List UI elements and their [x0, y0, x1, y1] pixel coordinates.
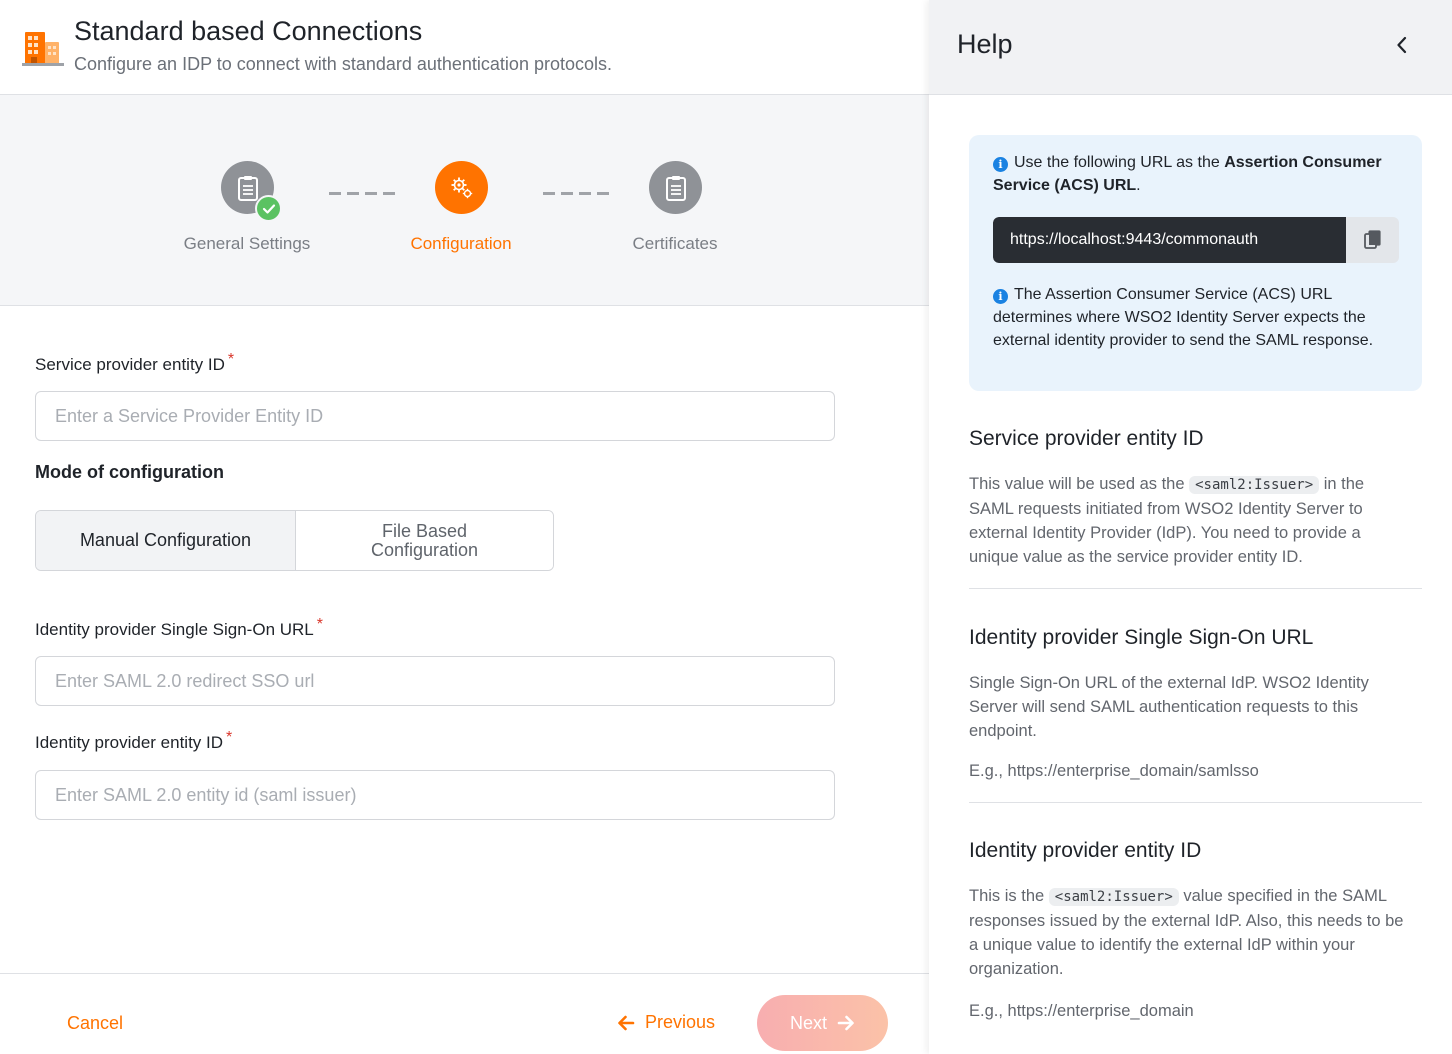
step-label-general-settings: General Settings	[183, 234, 311, 253]
collapse-help-button[interactable]	[1387, 30, 1417, 60]
code-snippet: <saml2:Issuer>	[1049, 888, 1179, 906]
previous-button[interactable]	[617, 1012, 715, 1033]
sp-entity-id-input[interactable]	[35, 391, 835, 441]
help-panel	[929, 0, 1452, 1054]
wizard-header	[0, 0, 929, 95]
acs-url-box	[993, 217, 1399, 263]
step-label-configuration: Configuration	[410, 234, 512, 253]
help-header	[929, 0, 1452, 95]
mode-of-configuration-heading: Mode of configuration	[35, 462, 224, 482]
chevron-left-icon	[1396, 36, 1408, 54]
copy-acs-url-button[interactable]	[1346, 217, 1399, 263]
manual-configuration-button[interactable]: Manual Configuration	[36, 511, 296, 570]
copy-icon	[1364, 230, 1382, 250]
code-snippet: <saml2:Issuer>	[1189, 476, 1319, 494]
help-heading-sso-url: Identity provider Single Sign-On URL	[969, 626, 1314, 649]
gears-icon	[449, 175, 475, 201]
help-text-sp-entity-id: This value will be used as the <saml2:Issuer> in the SAML requests initiated from WSO2 Identity Server to external Identity Provider (IdP). You need to provide a unique value as the service provider entity ID.	[969, 475, 1365, 566]
sp-entity-id-label: Service provider entity ID *	[35, 351, 235, 374]
step-connector	[329, 192, 395, 195]
wizard-stepper	[0, 95, 929, 306]
cancel-button[interactable]: Cancel	[67, 1013, 124, 1033]
next-button-label: Next	[789, 1012, 827, 1033]
wizard-title: Standard based Connections	[74, 16, 423, 46]
help-title: Help	[957, 29, 1013, 59]
wizard-footer	[0, 973, 929, 1054]
required-marker: *	[316, 616, 323, 633]
acs-url[interactable]: https://localhost:9443/commonauth	[993, 217, 1346, 263]
acs-note: i The Assertion Consumer Service (ACS) URL determines where WSO2 Identity Server expects the external identity provider to send the SAML response.	[993, 286, 1374, 349]
step-certificates[interactable]	[649, 161, 702, 214]
required-marker: *	[227, 351, 235, 368]
idp-entity-id-input[interactable]	[35, 770, 835, 820]
info-icon: i	[993, 289, 1008, 304]
clipboard-icon	[237, 175, 259, 201]
help-text-sso-url: Single Sign-On URL of the external IdP. WSO2 Identity Server will send SAML authentication requests to this endpoint.	[969, 674, 1369, 740]
configuration-mode-toggle	[35, 510, 554, 571]
help-heading-sp-entity-id: Service provider entity ID	[969, 427, 1204, 450]
step-label-certificates: Certificates	[632, 234, 718, 253]
wizard-subtitle: Configure an IDP to connect with standard authentication protocols.	[74, 54, 612, 74]
step-configuration[interactable]	[435, 161, 488, 214]
sso-url-label: Identity provider Single Sign-On URL *	[35, 616, 323, 639]
help-text-idp-entity-id: This is the <saml2:Issuer> value specified in the SAML responses issued by the external IdP. Also, this needs to be a unique value to identify the external IdP within your organization.	[969, 887, 1404, 978]
acs-intro: i Use the following URL as the Assertion Consumer Service (ACS) URL.	[993, 154, 1382, 194]
acs-info-box	[969, 135, 1422, 391]
check-icon	[255, 195, 282, 222]
step-connector	[543, 192, 609, 195]
help-divider	[969, 588, 1422, 589]
arrow-left-icon	[617, 1015, 635, 1031]
required-marker: *	[226, 729, 233, 746]
sso-url-input[interactable]	[35, 656, 835, 706]
help-example-idp-entity-id: E.g., https://enterprise_domain	[969, 1002, 1194, 1020]
help-heading-idp-entity-id: Identity provider entity ID	[969, 839, 1202, 862]
file-based-configuration-button[interactable]: File Based Configuration	[296, 511, 553, 570]
help-divider	[969, 802, 1422, 803]
clipboard-icon	[665, 175, 687, 201]
arrow-right-icon	[837, 1015, 855, 1031]
previous-button-label: Previous	[645, 1012, 716, 1032]
info-icon: i	[993, 157, 1008, 172]
next-button[interactable]	[757, 995, 888, 1051]
step-general-settings[interactable]	[221, 161, 274, 214]
building-icon	[22, 28, 64, 68]
help-example-sso-url: E.g., https://enterprise_domain/samlsso	[969, 762, 1259, 780]
idp-entity-id-label: Identity provider entity ID *	[35, 729, 233, 752]
